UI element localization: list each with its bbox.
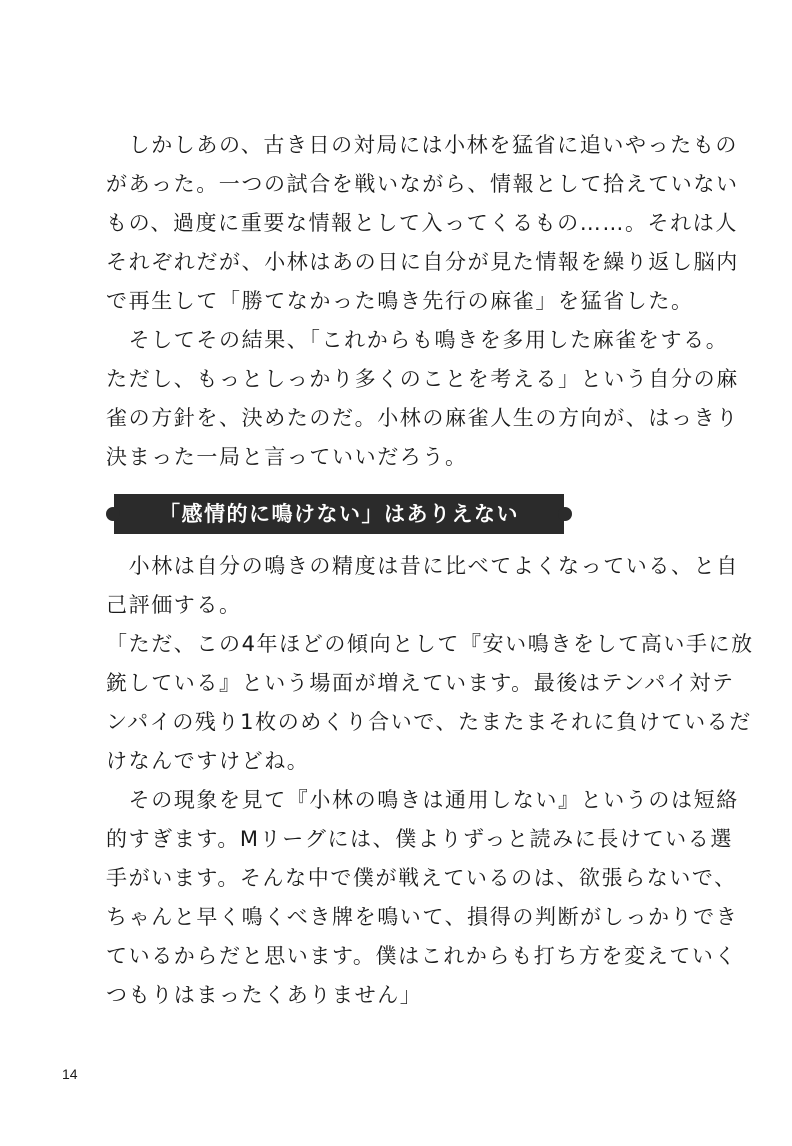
body-text-top [106, 126, 739, 477]
text-line: 決まった一局と言っていいだろう。 [106, 445, 468, 469]
text-line: 雀の方針を、決めたのだ。小林の麻雀人生の方向が、はっきり [106, 406, 739, 430]
text-line: 己評価する。 [106, 593, 242, 617]
section-heading-text: 「感情的に鳴けない」はありえない [159, 502, 519, 526]
text-line: で再生して「勝てなかった鳴き先行の麻雀」を猛省した。 [106, 289, 694, 313]
page-number: 14 [62, 1066, 78, 1082]
text-line: ただし、もっとしっかり多くのことを考える」という自分の麻 [106, 367, 739, 391]
text-line: その現象を見て『小林の鳴きは通用しない』というのは短絡 [106, 788, 739, 812]
text-line: しかしあの、古き日の対局には小林を猛省に追いやったもの [106, 133, 738, 157]
text-line: けなんですけどね。 [106, 749, 310, 773]
text-line: があった。一つの試合を戦いながら、情報として拾えていない [106, 172, 739, 196]
text-line: 手がいます。そんな中で僕が戦えているのは、欲張らないで、 [106, 866, 737, 890]
text-line: ンパイの残り1枚のめくり合いで、たまたまそれに負けているだ [106, 710, 752, 734]
text-line: 「ただ、この4年ほどの傾向として『安い鳴きをして高い手に放 [106, 632, 754, 656]
text-line: もの、過度に重要な情報として入ってくるもの……。それは人 [106, 211, 738, 235]
text-line: ちゃんと早く鳴くべき牌を鳴いて、損得の判断がしっかりでき [106, 905, 739, 929]
section-heading [106, 494, 572, 534]
body-text-bottom [106, 547, 754, 1015]
text-line: 小林は自分の鳴きの精度は昔に比べてよくなっている、と自 [106, 554, 739, 578]
text-line: ているからだと思います。僕はこれからも打ち方を変えていく [106, 944, 738, 968]
text-line: 的すぎます。Mリーグには、僕よりずっと読みに長けている選 [106, 827, 733, 851]
text-line: そしてその結果、「これからも鳴きを多用した麻雀をする。 [106, 328, 729, 352]
text-line: つもりはまったくありません」 [106, 983, 423, 1007]
text-line: 銃している』という場面が増えています。最後はテンパイ対テ [106, 671, 735, 695]
text-line: それぞれだが、小林はあの日に自分が見た情報を繰り返し脳内 [106, 250, 739, 274]
